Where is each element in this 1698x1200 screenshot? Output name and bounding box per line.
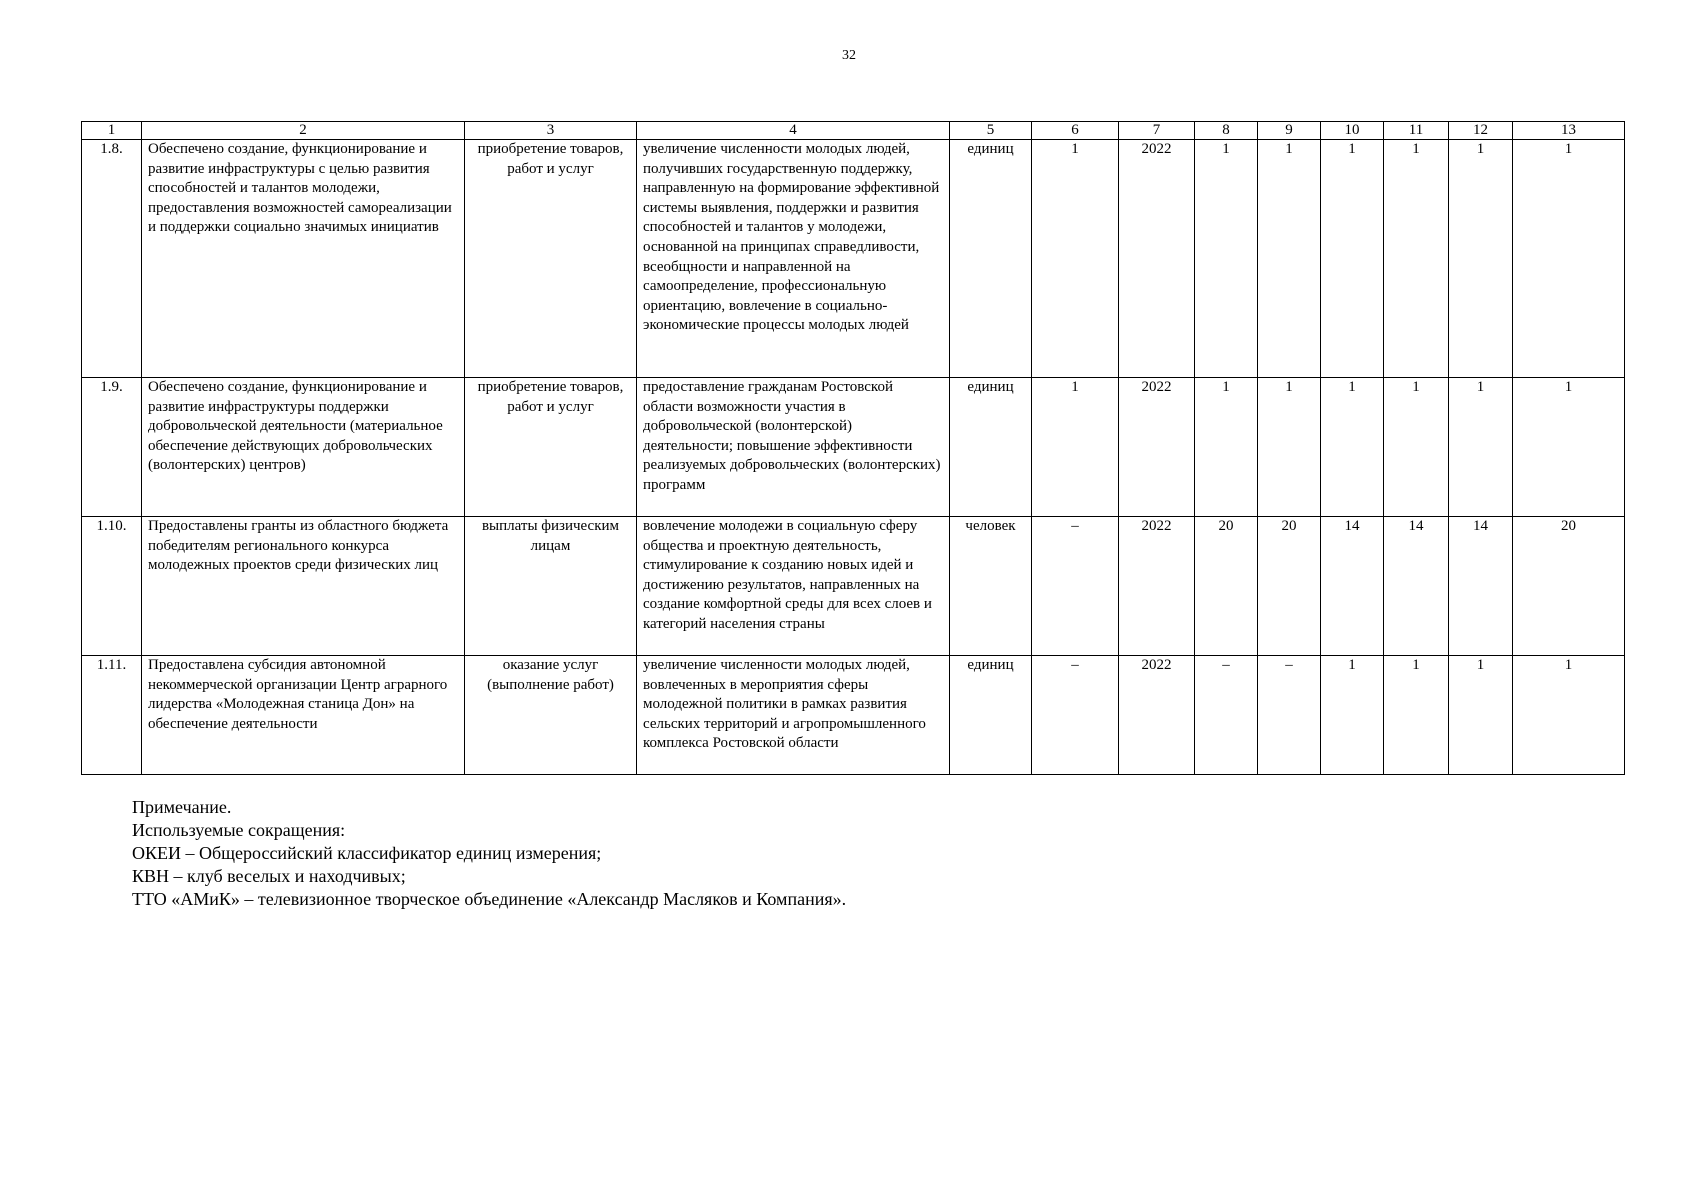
value-col-10: 1 bbox=[1321, 140, 1384, 378]
result-description: вовлечение молодежи в социальную сферу общества и проектную деятельность, стимулирование к созданию новых идей и достижению результатов, направленных на создание комфортной среды для всех слоев и категорий населения страны bbox=[637, 517, 950, 656]
base-year: 2022 bbox=[1119, 140, 1195, 378]
value-col-13: 1 bbox=[1513, 378, 1625, 517]
value-col-11: 1 bbox=[1384, 656, 1449, 775]
result-type: выплаты физическим лицам bbox=[465, 517, 637, 656]
header-cell: 11 bbox=[1384, 122, 1449, 140]
row-number: 1.8. bbox=[82, 140, 142, 378]
value-col-13: 1 bbox=[1513, 140, 1625, 378]
header-cell: 6 bbox=[1032, 122, 1119, 140]
header-cell: 7 bbox=[1119, 122, 1195, 140]
abbreviation-line: ОКЕИ – Общероссийский классификатор единиц измерения; bbox=[132, 843, 602, 863]
value-col-12: 1 bbox=[1449, 656, 1513, 775]
result-type: оказание услуг (выполнение работ) bbox=[465, 656, 637, 775]
unit: единиц bbox=[950, 656, 1032, 775]
results-table bbox=[81, 121, 1625, 775]
value-col-9: 20 bbox=[1258, 517, 1321, 656]
header-cell: 1 bbox=[82, 122, 142, 140]
row-number: 1.9. bbox=[82, 378, 142, 517]
value-col-11: 1 bbox=[1384, 378, 1449, 517]
value-col-9: 1 bbox=[1258, 140, 1321, 378]
abbreviation-line: ТТО «АМиК» – телевизионное творческое объединение «Александр Масляков и Компания». bbox=[132, 889, 847, 909]
value-col-10: 1 bbox=[1321, 656, 1384, 775]
value-col-9: 1 bbox=[1258, 378, 1321, 517]
result-description: увеличение численности молодых людей, получивших государственную поддержку, направленную на формирование эффективной системы выявления, поддержки и развития способностей и талантов у молодежи, основанной на принципах справедливости, всеобщности и направленной на самоопределение, профессиональную ориентацию, вовлечение в социально-экономические процессы молодых людей bbox=[637, 140, 950, 378]
base-year: 2022 bbox=[1119, 378, 1195, 517]
value-col-11: 14 bbox=[1384, 517, 1449, 656]
result-description: увеличение численности молодых людей, вовлеченных в мероприятия сферы молодежной политики в рамках развития сельских территорий и агропромышленного комплекса Ростовской области bbox=[637, 656, 950, 775]
unit: единиц bbox=[950, 378, 1032, 517]
result-type: приобретение товаров, работ и услуг bbox=[465, 378, 637, 517]
table-row bbox=[82, 656, 1625, 775]
abbreviation-line: КВН – клуб веселых и находчивых; bbox=[132, 866, 406, 886]
header-cell: 13 bbox=[1513, 122, 1625, 140]
value-col-8: 1 bbox=[1195, 378, 1258, 517]
abbreviations-heading: Используемые сокращения: bbox=[132, 820, 346, 840]
value-col-12: 14 bbox=[1449, 517, 1513, 656]
value-col-8: 20 bbox=[1195, 517, 1258, 656]
note-title: Примечание. bbox=[132, 797, 232, 817]
table-row bbox=[82, 517, 1625, 656]
value-col-12: 1 bbox=[1449, 378, 1513, 517]
result-name: Предоставлены гранты из областного бюджета победителям регионального конкурса молодежных проектов среди физических лиц bbox=[142, 517, 465, 656]
value-col-8: – bbox=[1195, 656, 1258, 775]
value-col-12: 1 bbox=[1449, 140, 1513, 378]
base-value: – bbox=[1032, 656, 1119, 775]
result-type: приобретение товаров, работ и услуг bbox=[465, 140, 637, 378]
base-year: 2022 bbox=[1119, 656, 1195, 775]
header-cell: 8 bbox=[1195, 122, 1258, 140]
table-row bbox=[82, 140, 1625, 378]
notes-section bbox=[132, 796, 846, 911]
value-col-10: 14 bbox=[1321, 517, 1384, 656]
header-cell: 5 bbox=[950, 122, 1032, 140]
result-name: Предоставлена субсидия автономной некоммерческой организации Центр аграрного лидерства «Молодежная станица Дон» на обеспечение деятельности bbox=[142, 656, 465, 775]
result-name: Обеспечено создание, функционирование и развитие инфраструктуры с целью развития способностей и талантов молодежи, предоставления возможностей самореализации и поддержки социально значимых инициатив bbox=[142, 140, 465, 378]
base-year: 2022 bbox=[1119, 517, 1195, 656]
table-row bbox=[82, 378, 1625, 517]
base-value: 1 bbox=[1032, 378, 1119, 517]
result-description: предоставление гражданам Ростовской области возможности участия в добровольческой (волонтерской) деятельности; повышение эффективности реализуемых добровольческих (волонтерских) программ bbox=[637, 378, 950, 517]
result-name: Обеспечено создание, функционирование и развитие инфраструктуры поддержки добровольческой деятельности (материальное обеспечение действующих добровольческих (волонтерских) центров) bbox=[142, 378, 465, 517]
header-cell: 4 bbox=[637, 122, 950, 140]
value-col-13: 1 bbox=[1513, 656, 1625, 775]
value-col-11: 1 bbox=[1384, 140, 1449, 378]
row-number: 1.10. bbox=[82, 517, 142, 656]
page-number: 32 bbox=[842, 48, 856, 63]
header-cell: 3 bbox=[465, 122, 637, 140]
header-cell: 10 bbox=[1321, 122, 1384, 140]
base-value: 1 bbox=[1032, 140, 1119, 378]
value-col-10: 1 bbox=[1321, 378, 1384, 517]
unit: человек bbox=[950, 517, 1032, 656]
header-cell: 2 bbox=[142, 122, 465, 140]
unit: единиц bbox=[950, 140, 1032, 378]
value-col-13: 20 bbox=[1513, 517, 1625, 656]
header-cell: 9 bbox=[1258, 122, 1321, 140]
header-cell: 12 bbox=[1449, 122, 1513, 140]
value-col-8: 1 bbox=[1195, 140, 1258, 378]
row-number: 1.11. bbox=[82, 656, 142, 775]
value-col-9: – bbox=[1258, 656, 1321, 775]
header-row bbox=[82, 122, 1625, 140]
base-value: – bbox=[1032, 517, 1119, 656]
